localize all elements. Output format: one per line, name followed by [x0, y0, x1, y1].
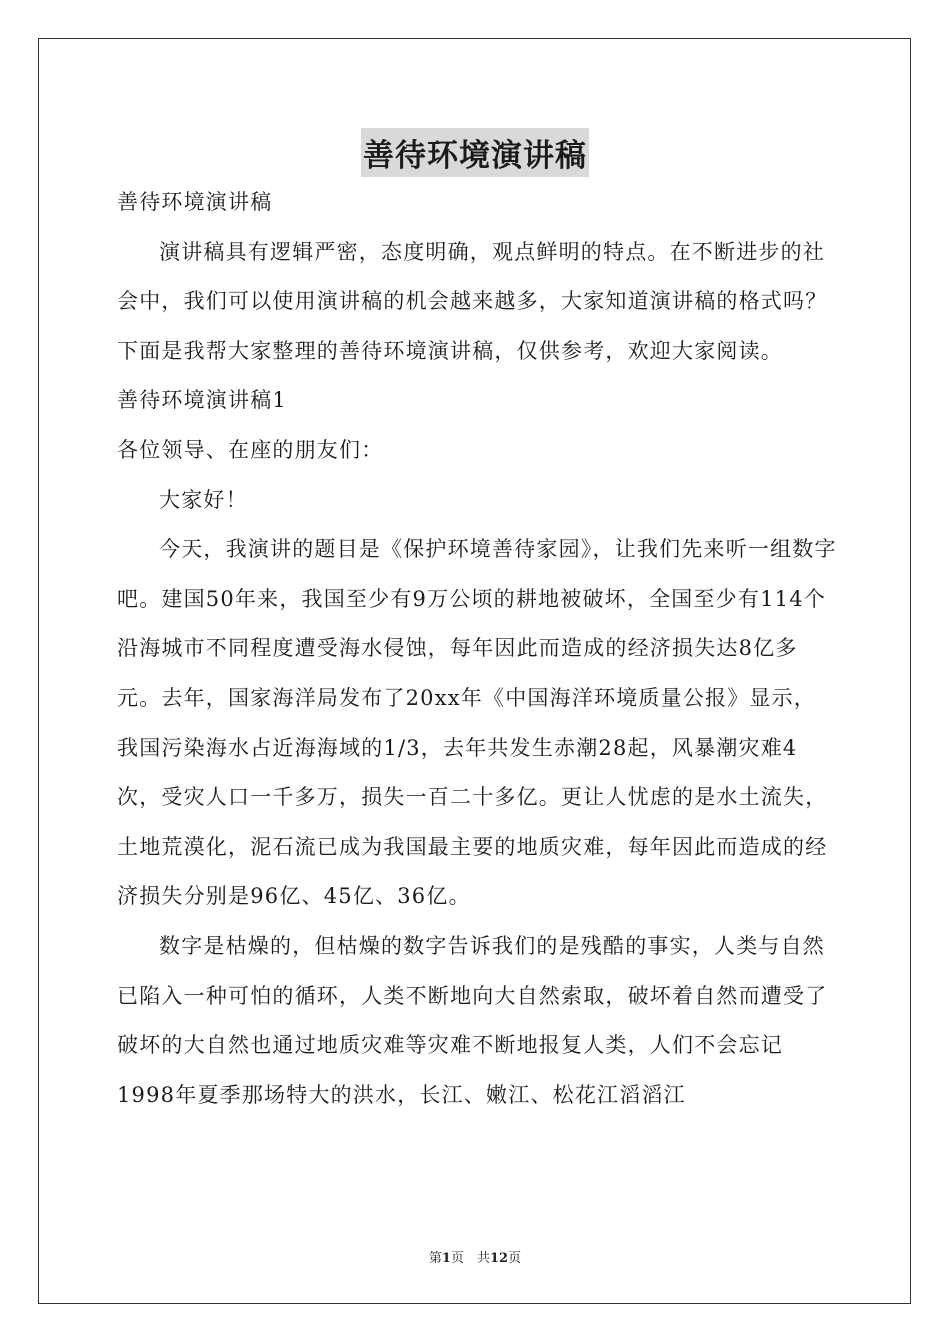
page-number-suffix: 页 [508, 1251, 522, 1266]
paragraph-section-heading: 善待环境演讲稿1 [117, 388, 287, 413]
paragraph-greeting: 大家好！ [159, 487, 248, 512]
page-number-mid: 页 共 [450, 1251, 490, 1266]
document-body [117, 178, 837, 1120]
paragraph-salutation: 各位领导、在座的朋友们： [117, 437, 384, 462]
paragraph-subtitle: 善待环境演讲稿 [117, 190, 273, 214]
document-title: 善待环境演讲稿 [361, 128, 589, 177]
page-number-total: 12 [489, 1251, 509, 1266]
page-number-current: 1 [441, 1251, 451, 1266]
page-number-prefix: 第 [428, 1251, 442, 1266]
document-title-wrapper [0, 128, 950, 177]
paragraph-body: 今天，我演讲的题目是《保护环境善待家园》，让我们先来听一组数字吧。建国50年来，我国至少有9万公顷的耕地被破坏，全国至少有114个沿海城市不同程度遭受海水侵蚀，每年因此而造成的经济损失达8亿多元。去年，国家海洋局发布了20xx年《中国海洋环境质量公报》显示，我国污染海水占近海海域的1/3，去年共发生赤潮28起，风暴潮灾难4次，受灾人口一千多万，损失一百二十多亿。更让人忧虑的是水土流失，土地荒漠化，泥石流已成为我国最主要的地质灾难，每年因此而造成的经济损失分别是96亿、45亿、36亿。 [117, 537, 837, 909]
page-footer [0, 1247, 950, 1266]
paragraph-intro: 演讲稿具有逻辑严密，态度明确，观点鲜明的特点。在不断进步的社会中，我们可以使用演讲稿的机会越来越多，大家知道演讲稿的格式吗？下面是我帮大家整理的善待环境演讲稿，仅供参考，欢迎大家阅读。 [117, 239, 828, 363]
paragraph-body: 数字是枯燥的，但枯燥的数字告诉我们的是残酷的事实，人类与自然已陷入一种可怕的循环，人类不断地向大自然索取，破坏着自然而遭受了破坏的大自然也通过地质灾难等灾难不断地报复人类，人们不会忘记1998年夏季那场特大的洪水，长江、嫩江、松花江滔滔江 [117, 933, 828, 1107]
